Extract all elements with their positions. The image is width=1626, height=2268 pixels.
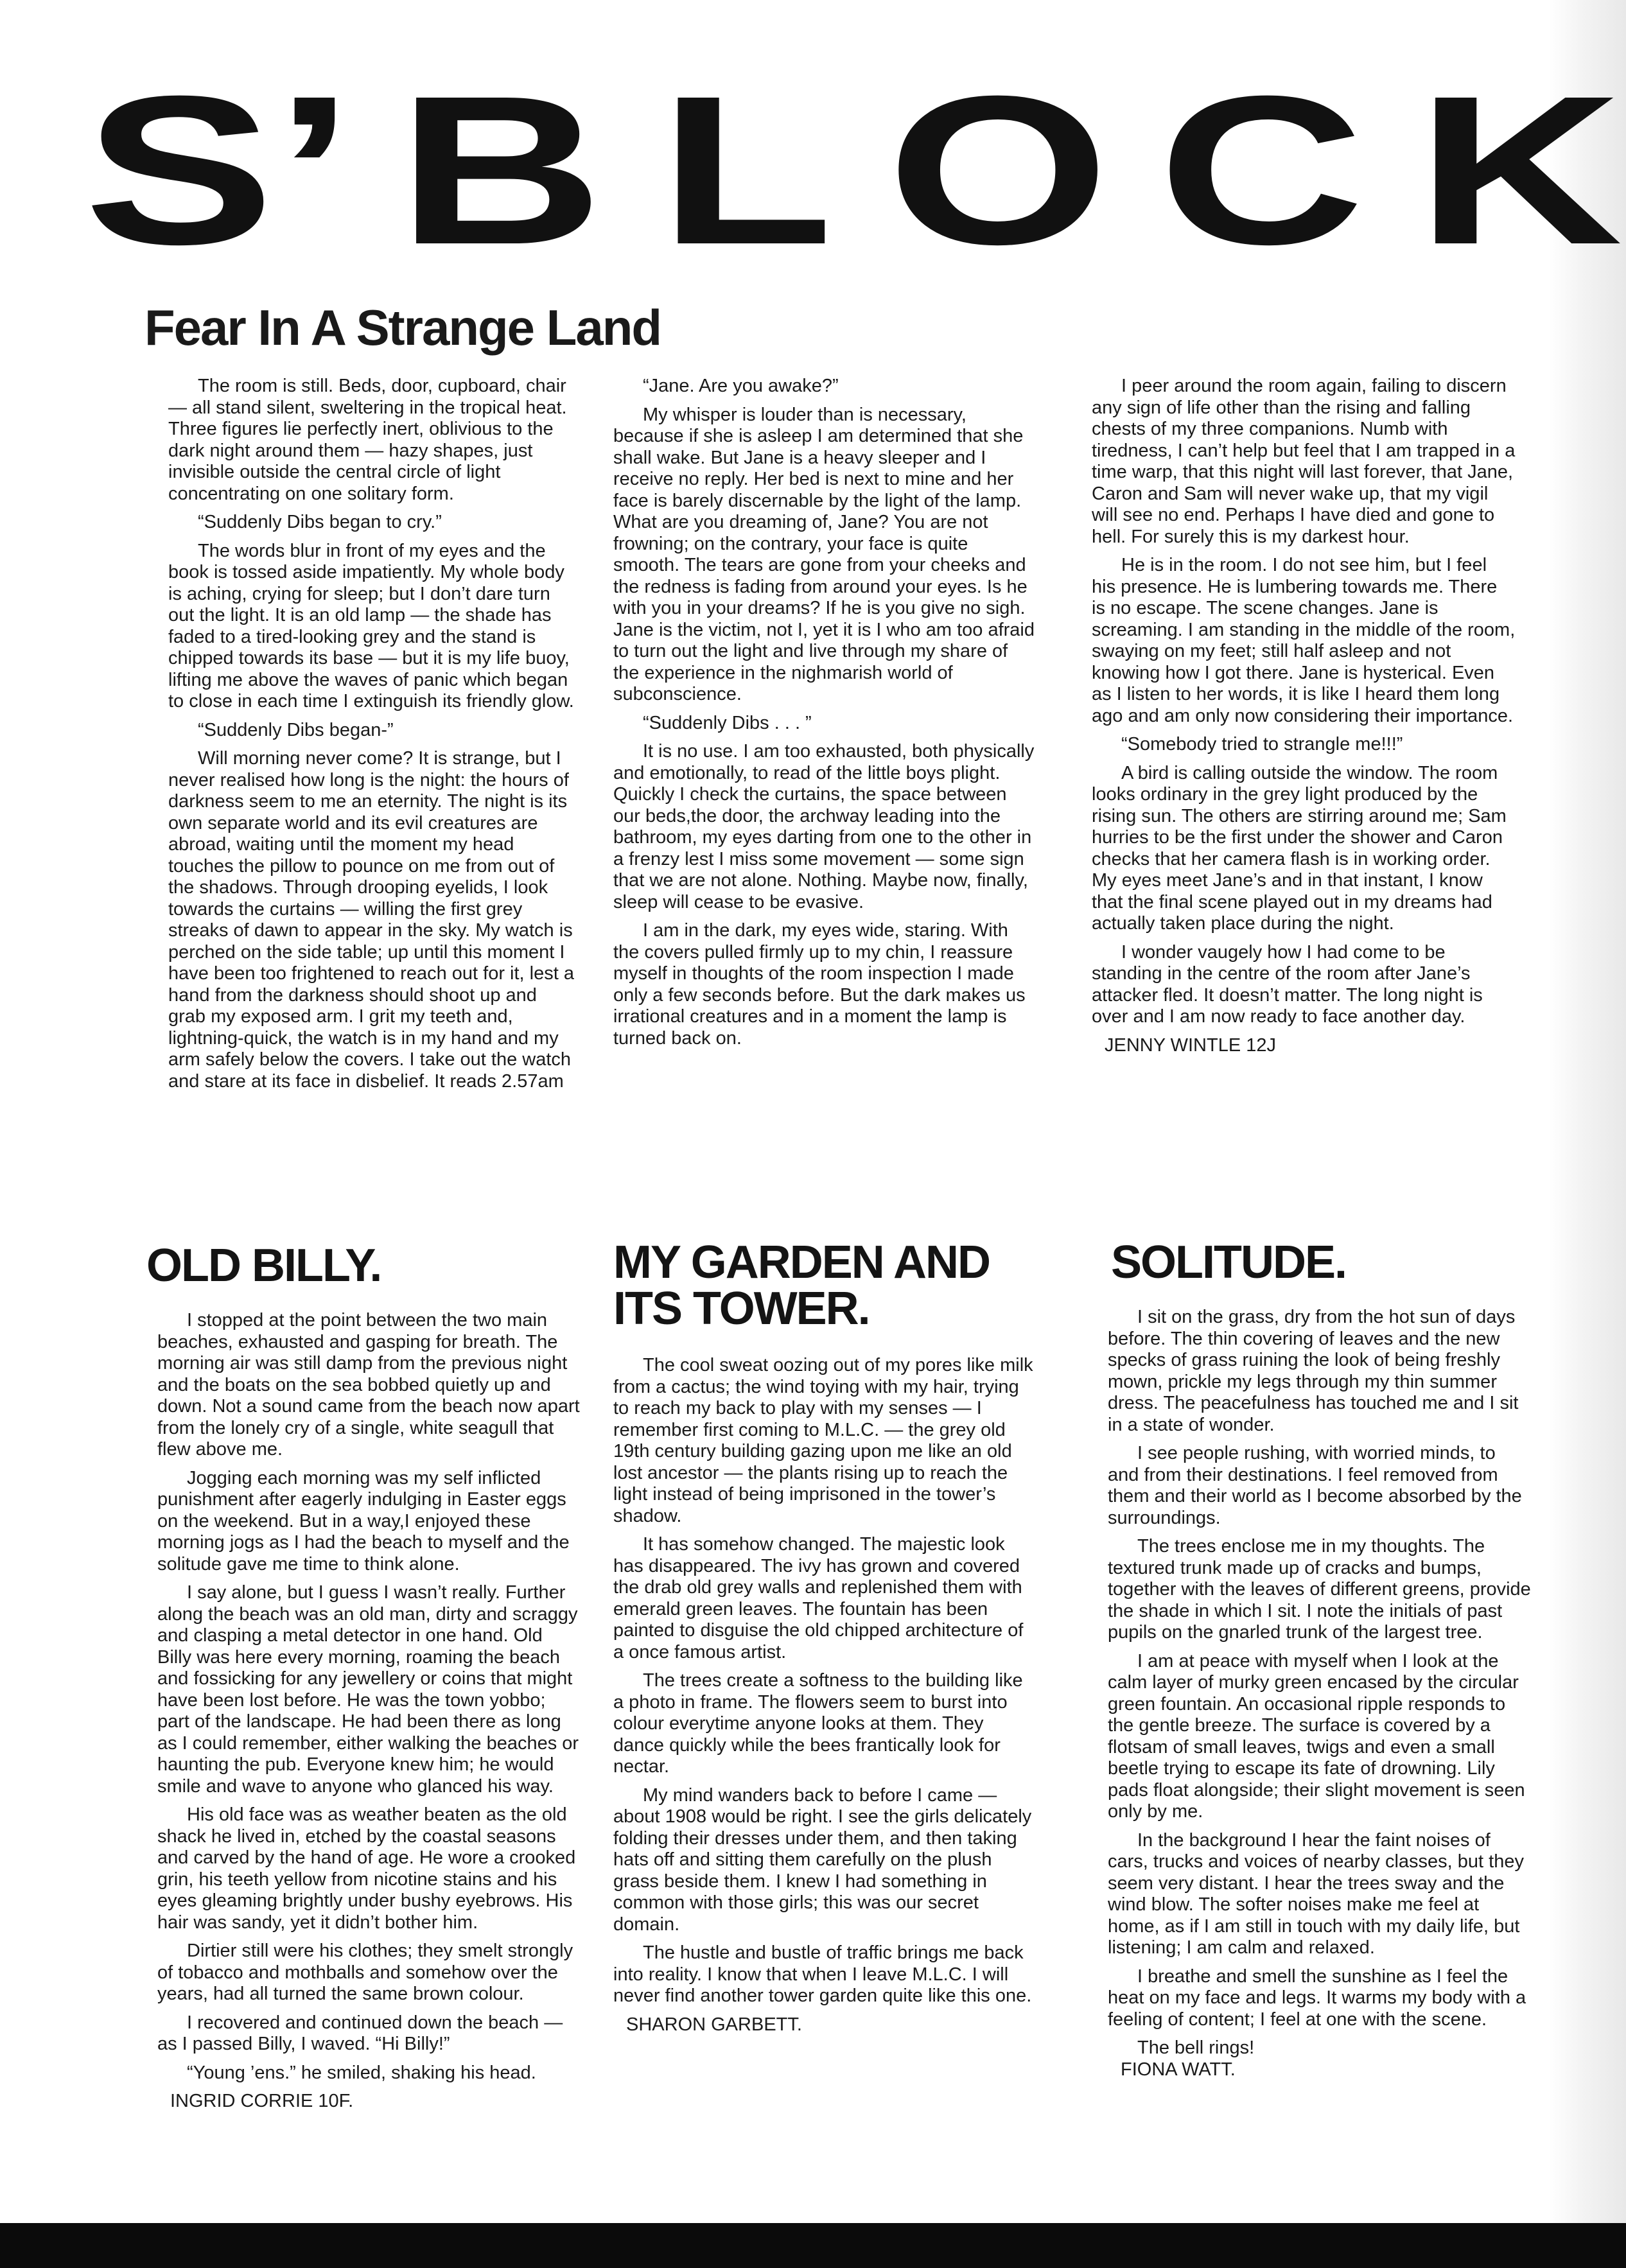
my-garden-column [613,1355,1037,2043]
story-title-solitude: SOLITUDE. [1111,1237,1347,1288]
paragraph: I recovered and continued down the beach — as I passed Billy, I waved. “Hi Billy!” [157,2012,563,2054]
paragraph: I say alone, but I guess I wasn’t really. Further along the beach was an old man, dirty and scraggy and clasping a metal detector in one hand. Old Billy was here every morning, roaming the beach and fossicking for any jewellery or coins that might have been lost before. He was the town yobbo; part of the landscape. He had been there as long as I could remember, either walking the beaches or haunting the pub. Everyone knew him; he would smile and wave to anyone who glanced his way. [157,1582,579,1797]
paragraph: The words blur in front of my eyes and the book is tossed aside impatiently. My whole body is aching, crying for sleep; but I don’t dare turn out the light. It is an old lamp — the shade has faded to a tired-looking grey and the stand is chipped towards its base — but it is my life buoy, lifting me above the waves of panic which began to close in each time I extinguish its friendly glow. [168,540,574,711]
byline: JENNY WINTLE 12J [1105,1034,1276,1056]
byline: INGRID CORRIE 10F. [170,2091,354,2111]
paragraph: Jogging each morning was my self inflicted punishment after eagerly indulging in Easter eggs on the weekend. But in a way,I enjoyed these morning jogs as I had the beach to myself and the solitude gave me time to think alone. [157,1467,570,1575]
paragraph: A bird is calling outside the window. The room looks ordinary in the grey light produced by the rising sun. The others are stirring around me; Sam hurries to be the first under the shower and Caron checks that her camera flash is in working order. My eyes meet Jane’s and in that instant, I know that the final scene played out in my dreams had actually taken place during the night. [1092,762,1507,934]
page-edge-shadow [1549,0,1626,2268]
paragraph: “Young ’ens.” he smiled, shaking his head. [187,2062,536,2083]
paragraph: His old face was as weather beaten as the old shack he lived in, etched by the coastal seasons and carved by the hand of age. He wore a crooked grin, his teeth yellow from nicotine stains and his eyes gleaming brightly under bushy eyebrows. His hair was sandy, yet it didn’t bother him. [157,1804,576,1933]
paragraph: I peer around the room again, failing to discern any sign of life other than the rising and falling chests of my three companions. Numb with tiredness, I can’t help but feel that I am trapped in a time warp, that this night will last forever, that Jane, Caron and Sam will never wake up, that my vigil will see no end. Perhaps I have died and gone to hell. For surely this is my darkest hour. [1092,376,1516,547]
title-line: MY GARDEN AND [613,1237,990,1288]
title-line: ITS TOWER. [613,1283,870,1334]
paragraph: It is no use. I am too exhausted, both physically and emotionally, to read of the little boys plight. Quickly I check the curtains, the space between our beds,the door, the archway leading into the bathroom, my eyes darting from one to the other in a frenzy lest I miss some movement — some sign that we are not alone. Nothing. Maybe now, finally, sleep will cease to be evasive. [613,741,1035,912]
masthead [83,51,1623,288]
paragraph: “Somebody tried to strangle me!!!” [1121,734,1403,755]
story-title-fear: Fear In A Strange Land [144,299,661,356]
old-billy-column [157,1310,581,2120]
paragraph: The room is still. Beds, door, cupboard, chair — all stand silent, sweltering in the tropical heat. Three figures lie perfectly inert, oblivious to the dark night around them — hazy shapes, just invisible outside the central circle of light concentrating on one solitary form. [168,376,567,504]
paragraph: “Suddenly Dibs began-” [198,719,394,740]
byline: SHARON GARBETT. [626,2014,802,2035]
paragraph: My mind wanders back to before I came — about 1908 would be right. I see the girls delicately folding their dresses under them, and then taking hats off and sitting them carefully on the plush grass beside them. I knew I had something in common with those girls; this was our secret domain. [613,1784,1032,1935]
fear-column-3 [1092,376,1516,1063]
paragraph: “Jane. Are you awake?” [643,376,839,396]
solitude-column [1108,1307,1532,2088]
masthead-letter: B [397,51,604,288]
story-title-old-billy: OLD BILLY. [146,1240,381,1291]
fear-column-2 [613,376,1037,1056]
story-title-my-garden [613,1239,990,1332]
paragraph: Dirtier still were his clothes; they smelt strongly of tobacco and mothballs and somehow over the years, had all turned the same brown colour. [157,1941,573,2004]
paragraph: It has somehow changed. The majestic look has disappeared. The ivy has grown and covered the drab old grey walls and replenished them with emerald green leaves. The fountain has been painted to disguise the old chipped architecture of a once famous artist. [613,1534,1024,1662]
masthead-letter: C [1158,51,1365,288]
paragraph: In the background I hear the faint noises of cars, trucks and voices of nearby classes, but they seem very distant. I hear the trees sway and the wind blow. The softer noises make me feel at home, as if I am still in touch with my daily life, but listening; I am calm and relaxed. [1108,1829,1524,1958]
masthead-letter: K [1415,51,1623,288]
paragraph: I see people rushing, with worried minds, to and from their destinations. I feel removed from them and their world as I become absorbed by the surroundings. [1108,1443,1522,1528]
scan-bottom-border [0,2223,1626,2268]
paragraph: My whisper is louder than is necessary, because if she is asleep I am determined that she shall wake. But Jane is a heavy sleeper and I receive no reply. Her bed is next to mine and her face is barely discernable by the light of the lamp. What are you dreaming of, Jane? You are not frowning; on the contrary, your face is quite smooth. The tears are gone from your cheeks and the redness is fading from around your eyes. Is he with you in your dreams? If he is you give no sigh. Jane is the victim, not I, yet it is I who am too afraid to turn out the light and live through my share of the experience in the nighmarish world of subconscience. [613,404,1035,704]
paragraph: Will morning never come? It is strange, but I never realised how long is the night: the hours of darkness seem to me an eternity. The night is its own separate world and its evil creatures are abroad, waiting until the moment my head touches the pillow to pounce on me from out of the shadows. Through drooping eyelids, I look towards the curtains — willing the first grey streaks of dawn to appear in the sky. My watch is perched on the side table; up until this moment I have been too frightened to reach out for it, lest a hand from the darkness should shoot up and grab my exposed arm. I grit my teeth and, lightning-quick, the watch is in my hand and my arm safely below the covers. I take out the watch and stare at its face in disbelief. It reads 2.57am [168,748,574,1092]
paragraph: I stopped at the point between the two main beaches, exhausted and gasping for breath. The morning air was still damp from the previous night and the boats on the sea bobbed quietly up and down. Not a sound came from the beach now apart from the lonely cry of a single, white seagull that flew above me. [157,1310,580,1460]
paragraph: The cool sweat oozing out of my pores like milk from a cactus; the wind toying with my hair, trying to reach my back to play with my senses — I remember first coming to M.L.C. — the grey old 19th century building gazing upon me like an old lost ancestor — the plants rising up to reach the light instead of being imprisoned in the tower’s shadow. [613,1355,1033,1526]
paragraph: He is in the room. I do not see him, but I feel his presence. He is lumbering towards me. There is no escape. The scene changes. Jane is screaming. I am standing in the middle of the room, swaying on my feet; still half asleep and not knowing how I got there. Jane is hysterical. Even as I listen to her words, it is like I heard them long ago and am only now considering their importance. [1092,555,1516,726]
masthead-letter: L [658,51,834,288]
masthead-letter: O [886,51,1110,288]
paragraph: The hustle and bustle of traffic brings me back into reality. I know that when I leave M.L.C. I will never find another tower garden quite like this one. [613,1942,1032,2006]
paragraph: “Suddenly Dibs . . . ” [643,712,812,733]
paragraph: The bell rings! [1137,2037,1255,2058]
byline: FIONA WATT. [1121,2059,1236,2080]
paragraph: I sit on the grass, dry from the hot sun of days before. The thin covering of leaves and the new specks of grass ruining the look of being freshly mown, prickle my legs through my thin summer dress. The peacefulness has touched me and I sit in a state of wonder. [1108,1307,1519,1435]
paragraph: I am at peace with myself when I look at the calm layer of murky green encased by the circular green fountain. An occasional ripple responds to the gentle breeze. The surface is covered by a flotsam of small leaves, twigs and even a small beetle trying to escape its fate of drowning. Lily pads float alongside; their slight movement is seen only by me. [1108,1650,1525,1822]
fear-column-1 [168,376,579,1099]
masthead-letter: S’ [83,51,354,288]
paragraph: I breathe and smell the sunshine as I feel the heat on my face and legs. It warms my body with a feeling of content; I feel at one with the scene. [1108,1966,1526,2030]
paragraph: The trees create a softness to the building like a photo in frame. The flowers seem to burst into colour everytime anyone looks at them. They dance quickly while the bees frantically look for nectar. [613,1670,1023,1777]
paragraph: I wonder vaugely how I had come to be standing in the centre of the room after Jane’s attacker fled. It doesn’t matter. The long night is over and I am now ready to face another day. [1092,941,1483,1027]
paragraph: I am in the dark, my eyes wide, staring. With the covers pulled firmly up to my chin, I reassure myself in thoughts of the room inspection I made only a few seconds before. But the dark makes us irrational creatures and in a moment the lamp is turned back on. [613,920,1026,1049]
paragraph: The trees enclose me in my thoughts. The textured trunk made up of cracks and bumps, together with the leaves of different greens, provide the shade in which I sit. I note the initials of past pupils on the gnarled trunk of the largest tree. [1108,1536,1531,1643]
paragraph: “Suddenly Dibs began to cry.” [198,512,442,532]
